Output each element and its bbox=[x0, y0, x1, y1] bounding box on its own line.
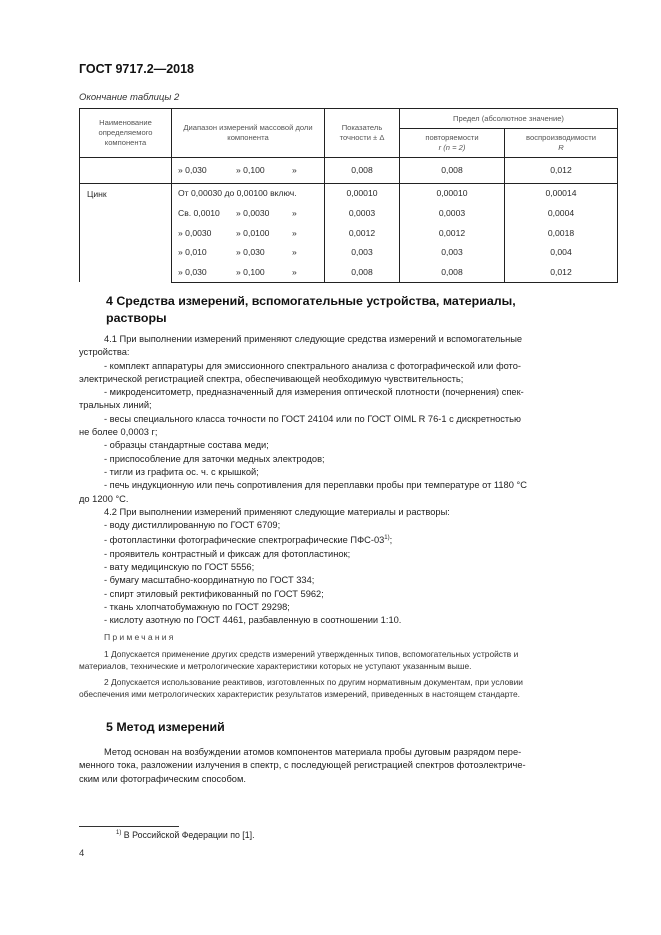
table-row: » 0,010 » 0,030 » 0,003 0,003 0,004 bbox=[80, 242, 618, 262]
table-row: » 0,0030 » 0,0100 » 0,0012 0,0012 0,0018 bbox=[80, 223, 618, 243]
section-4-heading: 4 Средства измерений, вспомогательные устройства, материалы, растворы bbox=[106, 294, 516, 325]
table-row: Св. 0,0010 » 0,0030 » 0,0003 0,0003 0,0004 bbox=[80, 203, 618, 223]
header-repeatability: повторяемости r (n = 2) bbox=[400, 129, 505, 158]
list-item: - образцы стандартные состава меди; bbox=[104, 440, 269, 451]
list-item: - вату медицинскую по ГОСТ 5556; bbox=[104, 562, 255, 573]
note-2: 2 Допускается использование реактивов, изготовленных по другим нормативным документам, при условии обеспечения ими метрологических характеристик результатов измерений, приведенных в настоящем стандарте. bbox=[79, 676, 523, 700]
list-item: - весы специального класса точности по ГОСТ 24104 или по ГОСТ OIML R 76-1 с дискретностью bbox=[104, 413, 521, 424]
page-number: 4 bbox=[79, 848, 85, 859]
section-5-body: Метод основан на возбуждении атомов компонентов материала пробы дуговым разрядом пере- менного тока, разложении излучения в спектр, с последующей регистрацией спектров фотоэлектриче- ским или фотографическим способом. bbox=[79, 747, 526, 784]
footnote-divider bbox=[79, 826, 179, 827]
list-item: - тигли из графита ос. ч. с крышкой; bbox=[104, 466, 259, 477]
header-accuracy: Показатель точности ± Δ bbox=[325, 109, 400, 158]
table-row: » 0,030 » 0,100 » 0,008 0,008 0,012 bbox=[80, 262, 618, 282]
section-4-body: 4.1 При выполнении измерений применяют следующие средства измерений и вспомогательные устройства: - комплект аппаратуры для эмиссионного спектрального анализа с фотографической или фото- электрической регистрацией спектра, обеспечивающей необходимую чувствительность; - микроденситометр, предназначенный для измерения оптической плотности (почернения) спек- тральных линий; - весы специального класса точности по ГОСТ 24104 или по ГОСТ OIML R 76-1 с дискретностью не более 0,0003 г; - образцы стандартные состава меди; - приспособление для заточки медных электродов; - тигли из графита ос. ч. с крышкой; - печь индукционную или печь сопротивления для переплавки пробы при температуре от 1180 °С до 1200 °С. 4.2 При выполнении измерений применяют следующие материалы и растворы: - воду дистиллированную по ГОСТ 6709; - фотопластинки фотографические спектрографические ПФС-03$^{1)}$; - проявитель контрастный и фиксаж для фотопластинок; - вату медицинскую по ГОСТ 5556; - бумагу масштабно-координатную по ГОСТ 334; - спирт этиловый ректификованный по ГОСТ 5962; - ткань хлопчатобумажную по ГОСТ 29298; - кислоту азотную по ГОСТ 4461, разбавленную в соотношении 1:10. Примечания 1 Допускается применение других средств измерений утвержденных типов, вспомогательных устройств и материалов, технические и метрологические характеристики которых не уступают указанным выше. 2 Допускается использование реактивов, изготовленных по другим нормативным документам, при условии обеспечения ими метрологических характеристик результатов измерений, приведенных в настоящем стандарте. bbox=[79, 333, 615, 701]
list-item: - проявитель контрастный и фиксаж для фотопластинок; bbox=[104, 548, 351, 559]
header-component-name: Наименование определяемого компонента bbox=[80, 109, 172, 158]
list-item: - печь индукционную или печь сопротивления для переплавки пробы при температуре от 1180 °С bbox=[104, 480, 527, 491]
list-item: - фотопластинки фотографические спектрографические ПФС-03$^{1)}$; bbox=[104, 535, 393, 546]
table-caption: Окончание таблицы 2 bbox=[79, 92, 180, 103]
list-item: - микроденситометр, предназначенный для измерения оптической плотности (почернения) спек- bbox=[104, 387, 524, 398]
table-row: Цинк От 0,00030 до 0,00100 включ. 0,00010 0,00010 0,00014 bbox=[80, 183, 618, 203]
measurement-table bbox=[79, 108, 618, 283]
list-item: - комплект аппаратуры для эмиссионного спектрального анализа с фотографической или фото- bbox=[104, 360, 521, 371]
list-item: - спирт этиловый ректификованный по ГОСТ 5962; bbox=[104, 588, 324, 599]
footnote-ref[interactable]: 1) bbox=[384, 535, 390, 542]
header-reproducibility: воспроизводимости R bbox=[505, 129, 618, 158]
list-item: - бумагу масштабно-координатную по ГОСТ 334; bbox=[104, 575, 315, 586]
list-item: - воду дистиллированную по ГОСТ 6709; bbox=[104, 520, 281, 531]
component-zinc: Цинк bbox=[80, 183, 172, 282]
document-code: ГОСТ 9717.2—2018 bbox=[79, 62, 195, 76]
list-item: - приспособление для заточки медных электродов; bbox=[104, 453, 325, 464]
header-limit: Предел (абсолютное значение) bbox=[400, 109, 618, 129]
footnote: $^{1)}$ В Российской Федерации по [1]. bbox=[116, 830, 255, 840]
list-item: - кислоту азотную по ГОСТ 4461, разбавленную в соотношении 1:10. bbox=[104, 615, 402, 626]
table-row: » 0,030 » 0,100 » 0,008 0,008 0,012 bbox=[80, 158, 618, 184]
paragraph-4-1: 4.1 При выполнении измерений применяют следующие средства измерений и вспомогательные bbox=[104, 334, 523, 344]
section-5-heading: 5 Метод измерений bbox=[106, 720, 225, 734]
header-range: Диапазон измерений массовой доли компонента bbox=[172, 109, 325, 158]
paragraph-4-2: 4.2 При выполнении измерений применяют следующие материалы и растворы: bbox=[104, 506, 450, 517]
notes-title: Примечания bbox=[104, 631, 176, 642]
note-1: 1 Допускается применение других средств измерений утвержденных типов, вспомогательных устройств и материалов, технические и метрологические характеристики которых не уступают указанным выше. bbox=[79, 648, 519, 672]
list-item: - ткань хлопчатобумажную по ГОСТ 29298; bbox=[104, 601, 290, 612]
